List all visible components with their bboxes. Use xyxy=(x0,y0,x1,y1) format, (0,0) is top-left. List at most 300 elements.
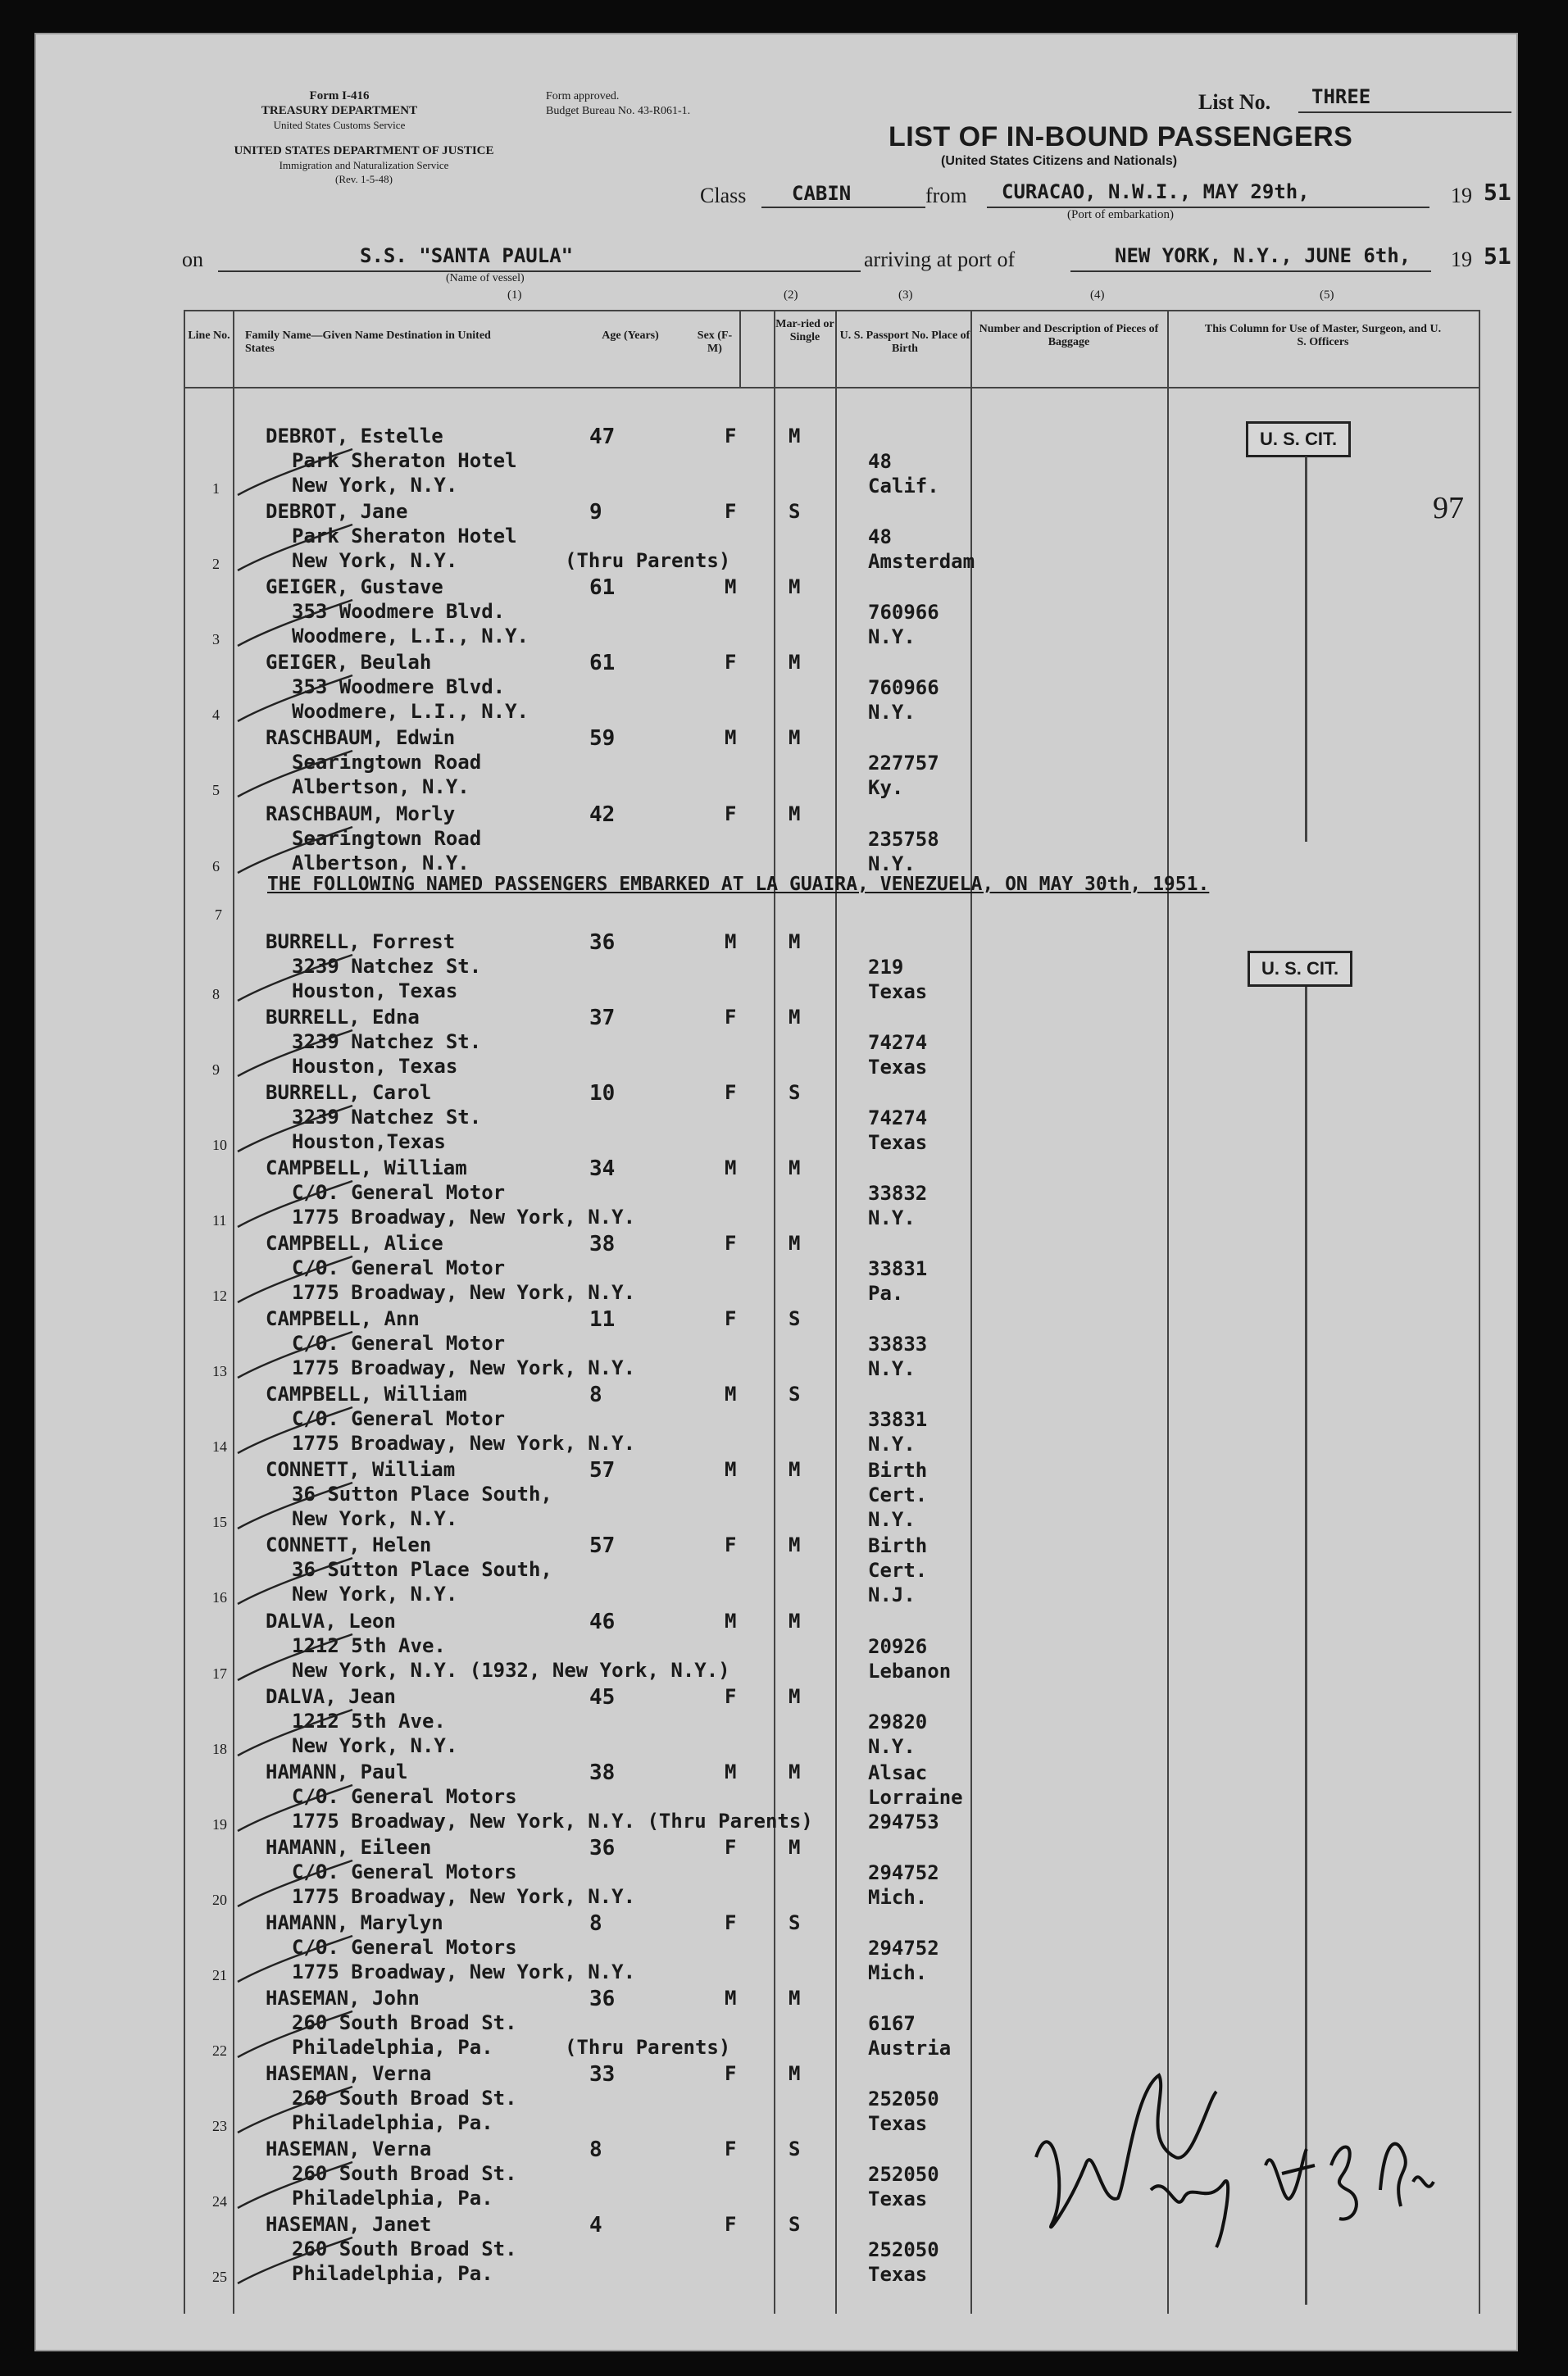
us-citizen-stamp: U. S. CIT. xyxy=(1246,421,1351,457)
form-number: Form I-416 xyxy=(309,89,370,102)
passport-number: 20926 xyxy=(868,1634,928,1658)
from-value: CURACAO, N.W.I., MAY 29th, xyxy=(1002,180,1310,203)
place-of-birth: Calif. xyxy=(868,475,939,497)
address-line-1: Park Sheraton Hotel xyxy=(292,525,517,548)
passenger-row xyxy=(36,930,1516,1006)
line-number: 1 xyxy=(212,480,220,497)
form-revision: (Rev. 1-5-48) xyxy=(335,173,393,185)
passenger-name: CAMPBELL, William xyxy=(266,1156,467,1179)
marital-status: M xyxy=(789,1533,801,1557)
passenger-row xyxy=(36,575,1516,651)
passenger-sex: F xyxy=(725,1307,737,1331)
marital-status: M xyxy=(789,1232,801,1255)
passenger-row xyxy=(36,802,1516,878)
marital-status: M xyxy=(789,1987,801,2010)
treasury-dept: TREASURY DEPARTMENT xyxy=(261,104,418,117)
list-no-value: THREE xyxy=(1311,85,1371,108)
passenger-age: 47 xyxy=(589,425,616,449)
line-number: 10 xyxy=(212,1136,227,1153)
checkmark-icon xyxy=(230,1176,361,1233)
marital-status: S xyxy=(789,1080,801,1104)
marital-status: M xyxy=(789,1458,801,1482)
address-line-1: 260 South Broad St. xyxy=(292,2162,517,2186)
passenger-age: 37 xyxy=(589,1005,616,1030)
passenger-sex: F xyxy=(725,1232,737,1255)
place-of-birth: Texas xyxy=(868,2112,928,2136)
line-number: 3 xyxy=(212,631,220,648)
address-line-1: 1212 5th Ave. xyxy=(292,1709,446,1733)
budget-bureau: Budget Bureau No. 43-R061-1. xyxy=(546,105,691,117)
passenger-sex: F xyxy=(725,425,737,447)
passenger-name: CONNETT, William xyxy=(266,1458,456,1482)
address-line-2: 1775 Broadway, New York, N.Y. xyxy=(292,1432,636,1456)
passenger-sex: M xyxy=(725,1609,737,1633)
from-year-prefix: 19 xyxy=(1451,184,1472,207)
passport-number: 760966 xyxy=(868,676,939,700)
place-of-birth: N.Y. xyxy=(868,1357,916,1381)
passenger-name: HAMANN, Paul xyxy=(266,1760,408,1783)
passenger-sex: F xyxy=(725,2137,737,2161)
passenger-name: HASEMAN, Verna xyxy=(266,2062,432,2086)
address-line-1: C/O. General Motor xyxy=(292,1332,506,1356)
passenger-sex: F xyxy=(725,2062,737,2086)
address-line-2: New York, N.Y. xyxy=(292,549,458,573)
col-header-baggage: Number and Description of Pieces of Baggage xyxy=(979,323,1159,348)
passenger-sex: M xyxy=(725,1987,737,2010)
place-of-birth: Austria xyxy=(868,2037,952,2060)
marital-status: S xyxy=(789,500,801,524)
address-line-2: Philadelphia, Pa. xyxy=(292,2111,493,2135)
passenger-age: 8 xyxy=(589,1383,602,1408)
passenger-name: RASCHBAUM, Morly xyxy=(266,802,456,825)
address-line-1: 1212 5th Ave. xyxy=(292,1633,446,1657)
line-number: 24 xyxy=(212,2193,227,2210)
place-of-birth: Texas xyxy=(868,2263,928,2287)
passenger-age: 36 xyxy=(589,1835,616,1860)
checkmark-icon xyxy=(230,2233,361,2290)
col-num-3: (3) xyxy=(898,288,913,302)
line-number: 17 xyxy=(212,1665,227,1682)
checkmark-icon xyxy=(230,670,361,728)
checkmark-icon xyxy=(230,1856,361,1913)
passport-number: 252050 xyxy=(868,2088,939,2111)
passenger-age: 42 xyxy=(589,802,616,827)
note-text: (Thru Parents) xyxy=(565,549,731,573)
place-of-birth: Texas xyxy=(868,979,928,1003)
passport-number: 48 xyxy=(868,450,892,473)
passenger-sex: M xyxy=(725,575,737,599)
passenger-name: HAMANN, Marylyn xyxy=(266,1910,443,1934)
page-number: 97 xyxy=(1433,491,1464,525)
line-number: 12 xyxy=(212,1288,227,1304)
address-line-2: New York, N.Y. xyxy=(292,1507,458,1531)
line-number: 11 xyxy=(212,1211,227,1229)
address-line-1: C/O. General Motors xyxy=(292,1784,517,1808)
passport-number: Birth Cert. xyxy=(868,1534,928,1583)
passenger-age: 46 xyxy=(589,1609,616,1634)
address-line-2: 1775 Broadway, New York, N.Y. xyxy=(292,1281,636,1304)
address-line-2: New York, N.Y. xyxy=(292,1583,458,1606)
marital-status: S xyxy=(789,2213,801,2237)
passenger-row xyxy=(36,425,1516,500)
passenger-age: 34 xyxy=(589,1156,616,1181)
passenger-sex: M xyxy=(725,929,737,953)
col-header-sex: Sex (F-M) xyxy=(697,329,733,355)
passenger-row xyxy=(36,1911,1516,1987)
address-line-1: 260 South Broad St. xyxy=(292,2237,517,2261)
col-header-passport: U. S. Passport No. Place of Birth xyxy=(839,329,970,355)
address-line-1: 36 Sutton Place South, xyxy=(292,1483,552,1506)
passenger-sex: M xyxy=(725,1760,737,1783)
passenger-sex: M xyxy=(725,1156,737,1179)
passenger-sex: F xyxy=(725,1533,737,1557)
checkmark-icon xyxy=(230,1402,361,1460)
address-line-2: 1775 Broadway, New York, N.Y. xyxy=(292,1356,636,1380)
address-line-1: C/O. General Motors xyxy=(292,1935,517,1959)
marital-status: S xyxy=(789,1910,801,1934)
passenger-sex: F xyxy=(725,1005,737,1029)
col-header-officers: This Column for Use of Master, Surgeon, and U. S. Officers xyxy=(1204,323,1442,348)
col-header-line-no: Line No. xyxy=(188,329,230,342)
passport-number: 252050 xyxy=(868,2238,939,2262)
address-line-2: Houston, Texas xyxy=(292,1054,458,1078)
passport-number: 294752 xyxy=(868,1860,939,1884)
checkmark-icon xyxy=(230,1478,361,1535)
passenger-name: BURRELL, Carol xyxy=(266,1080,432,1104)
place-of-birth: N.Y. xyxy=(868,1734,916,1758)
passenger-name: DEBROT, Jane xyxy=(266,500,408,524)
checkmark-icon xyxy=(230,1629,361,1687)
page-title: LIST OF IN-BOUND PASSENGERS xyxy=(889,121,1353,152)
address-line-2: Houston, Texas xyxy=(292,979,458,1002)
address-line-1: C/O. General Motor xyxy=(292,1256,506,1279)
passport-number: 252050 xyxy=(868,2163,939,2187)
col-num-5: (5) xyxy=(1320,288,1334,302)
vessel-caption: (Name of vessel) xyxy=(446,272,525,284)
marital-status: M xyxy=(789,1609,801,1633)
address-line-2: 1775 Broadway, New York, N.Y. xyxy=(292,1205,636,1229)
passenger-sex: F xyxy=(725,1910,737,1934)
passport-number: 33831 xyxy=(868,1408,928,1432)
justice-dept: UNITED STATES DEPARTMENT OF JUSTICE xyxy=(234,144,494,157)
passport-number: 760966 xyxy=(868,601,939,625)
passport-number: 219 xyxy=(868,955,904,979)
passenger-age: 11 xyxy=(589,1307,616,1333)
passenger-sex: F xyxy=(725,651,737,675)
checkmark-icon xyxy=(230,1101,361,1158)
passenger-sex: F xyxy=(725,500,737,524)
passenger-age: 8 xyxy=(589,2137,602,2163)
place-of-birth: Pa. xyxy=(868,1282,904,1305)
place-of-birth: Amsterdam xyxy=(868,550,975,574)
col-header-age: Age (Years) xyxy=(602,329,659,342)
arrival-year-prefix: 19 xyxy=(1451,248,1472,271)
address-line-1: Park Sheraton Hotel xyxy=(292,449,517,472)
col-header-name: Family Name—Given Name Destination in United States xyxy=(245,329,491,355)
passenger-sex: F xyxy=(725,1835,737,1859)
passenger-row xyxy=(36,1307,1516,1383)
place-of-birth: Lebanon xyxy=(868,1659,952,1683)
passport-number: 74274 xyxy=(868,1030,928,1054)
checkmark-icon xyxy=(230,595,361,652)
marital-status: M xyxy=(789,1156,801,1179)
form-approved: Form approved. xyxy=(546,90,620,102)
passenger-name: GEIGER, Beulah xyxy=(266,651,432,675)
passenger-name: HASEMAN, John xyxy=(266,1987,420,2010)
arriving-label: arriving at port of xyxy=(864,248,1016,271)
address-line-1: 353 Woodmere Blvd. xyxy=(292,600,506,624)
signature-icon xyxy=(1020,2042,1446,2272)
marital-status: M xyxy=(789,651,801,675)
address-line-1: Searingtown Road xyxy=(292,826,482,850)
line-number: 23 xyxy=(212,2118,227,2135)
embarkation-note: THE FOLLOWING NAMED PASSENGERS EMBARKED AT LA GUAIRA, VENEZUELA, ON MAY 30th, 1951. xyxy=(267,874,1210,895)
checkmark-icon xyxy=(230,444,361,502)
passenger-row xyxy=(36,1156,1516,1232)
port-embark-caption: (Port of embarkation) xyxy=(1067,208,1174,221)
checkmark-icon xyxy=(230,1252,361,1309)
address-line-2: 1775 Broadway, New York, N.Y. (Thru Parents) xyxy=(292,1809,813,1833)
place-of-birth: Texas xyxy=(868,2187,928,2211)
checkmark-icon xyxy=(230,520,361,577)
address-line-1: C/O. General Motor xyxy=(292,1180,506,1204)
passenger-age: 57 xyxy=(589,1458,616,1483)
line-number: 16 xyxy=(212,1589,227,1606)
line-number: 4 xyxy=(212,706,220,724)
passenger-name: RASCHBAUM, Edwin xyxy=(266,726,456,750)
marital-status: M xyxy=(789,2062,801,2086)
passenger-name: CONNETT, Helen xyxy=(266,1533,432,1557)
line-number: 19 xyxy=(212,1815,227,1833)
place-of-birth: N.Y. xyxy=(868,1206,916,1229)
passenger-row xyxy=(36,1383,1516,1458)
line-number: 20 xyxy=(212,1891,227,1908)
passport-number: 29820 xyxy=(868,1710,928,1733)
class-label: Class xyxy=(700,184,747,207)
passport-number: 74274 xyxy=(868,1106,928,1129)
us-citizen-stamp: U. S. CIT. xyxy=(1248,951,1352,987)
checkmark-icon xyxy=(230,1780,361,1838)
passenger-name: BURRELL, Edna xyxy=(266,1005,420,1029)
list-no-label: List No. xyxy=(1198,90,1271,114)
passenger-name: DEBROT, Estelle xyxy=(266,425,443,447)
marital-status: M xyxy=(789,802,801,825)
passenger-name: GEIGER, Gustave xyxy=(266,575,443,599)
passenger-row xyxy=(36,1685,1516,1760)
checkmark-icon xyxy=(230,746,361,803)
address-line-1: Searingtown Road xyxy=(292,751,482,775)
address-line-2: 1775 Broadway, New York, N.Y. xyxy=(292,1960,636,1983)
place-of-birth: 294753 xyxy=(868,1810,939,1833)
address-line-2: New York, N.Y. (1932, New York, N.Y.) xyxy=(292,1658,730,1682)
customs-service: United States Customs Service xyxy=(273,119,406,131)
place-of-birth: Texas xyxy=(868,1130,928,1154)
passenger-age: 36 xyxy=(589,1987,616,2011)
marital-status: M xyxy=(789,425,801,447)
checkmark-icon xyxy=(230,2006,361,2064)
checkmark-icon xyxy=(230,1025,361,1083)
passenger-row xyxy=(36,1533,1516,1609)
address-line-1: 36 Sutton Place South, xyxy=(292,1558,552,1582)
passenger-age: 59 xyxy=(589,726,616,752)
checkmark-icon xyxy=(230,822,361,879)
place-of-birth: N.J. xyxy=(868,1583,916,1607)
passenger-sex: M xyxy=(725,1458,737,1482)
marital-status: M xyxy=(789,929,801,953)
line-number: 18 xyxy=(212,1740,227,1757)
col-num-4: (4) xyxy=(1090,288,1105,302)
passport-number: Alsac Lorraine xyxy=(868,1760,963,1809)
checkmark-icon xyxy=(230,1931,361,1988)
passenger-sex: F xyxy=(725,1080,737,1104)
address-line-2: Philadelphia, Pa. xyxy=(292,2187,493,2210)
class-value: CABIN xyxy=(792,182,852,205)
address-line-1: 3239 Natchez St. xyxy=(292,1105,482,1129)
line-number: 9 xyxy=(212,1061,220,1078)
place-of-birth: N.Y. xyxy=(868,1508,916,1532)
passenger-row xyxy=(36,500,1516,575)
place-of-birth: Texas xyxy=(868,1055,928,1079)
passenger-age: 61 xyxy=(589,651,616,676)
passenger-row xyxy=(36,1081,1516,1156)
place-of-birth: N.Y. xyxy=(868,852,916,875)
place-of-birth: Mich. xyxy=(868,1885,928,1909)
passport-number: Birth Cert. xyxy=(868,1459,928,1507)
passport-number: 33833 xyxy=(868,1333,928,1356)
arrival-year: 51 xyxy=(1484,243,1511,270)
passport-number: 48 xyxy=(868,525,892,549)
passport-number: 227757 xyxy=(868,752,939,775)
address-line-1: C/O. General Motor xyxy=(292,1407,506,1431)
marital-status: S xyxy=(789,1383,801,1406)
place-of-birth: N.Y. xyxy=(868,625,916,649)
passenger-age: 4 xyxy=(589,2213,602,2238)
place-of-birth: Mich. xyxy=(868,1960,928,1984)
address-line-2: New York, N.Y. xyxy=(292,1733,458,1757)
line-number: 22 xyxy=(212,2042,227,2059)
passenger-age: 45 xyxy=(589,1684,616,1710)
passenger-name: CAMPBELL, Alice xyxy=(266,1232,443,1255)
passenger-sex: F xyxy=(725,2213,737,2237)
address-line-2: Albertson, N.Y. xyxy=(292,775,470,799)
passenger-row xyxy=(36,1610,1516,1685)
from-label: from xyxy=(925,184,967,207)
passenger-age: 10 xyxy=(589,1080,616,1106)
address-line-2: Philadelphia, Pa. xyxy=(292,2262,493,2286)
passenger-sex: M xyxy=(725,1383,737,1406)
passenger-name: DALVA, Jean xyxy=(266,1684,396,1708)
address-line-2: Albertson, N.Y. xyxy=(292,851,470,875)
passenger-age: 9 xyxy=(589,500,602,525)
col-num-1: (1) xyxy=(507,288,522,302)
marital-status: S xyxy=(789,1307,801,1331)
ins-service: Immigration and Naturalization Service xyxy=(279,159,449,171)
manifest-page xyxy=(34,33,1518,2351)
passenger-row xyxy=(36,651,1516,726)
passenger-sex: M xyxy=(725,726,737,750)
place-of-birth: Ky. xyxy=(868,776,904,800)
address-line-2: New York, N.Y. xyxy=(292,474,458,497)
place-of-birth: N.Y. xyxy=(868,701,916,725)
passport-number: 6167 xyxy=(868,2012,916,2035)
line-number: 7 xyxy=(215,906,222,923)
passenger-age: 61 xyxy=(589,575,616,601)
checkmark-icon xyxy=(230,2157,361,2215)
passenger-row xyxy=(36,726,1516,802)
passenger-name: HASEMAN, Verna xyxy=(266,2137,432,2161)
marital-status: M xyxy=(789,1760,801,1783)
address-line-1: C/O. General Motors xyxy=(292,1860,517,1883)
line-number: 21 xyxy=(212,1966,227,1983)
passenger-age: 8 xyxy=(589,1910,602,1936)
passenger-age: 33 xyxy=(589,2062,616,2088)
passenger-age: 57 xyxy=(589,1533,616,1559)
address-line-2: 1775 Broadway, New York, N.Y. xyxy=(292,1884,636,1908)
from-year: 51 xyxy=(1484,179,1511,206)
line-number: 13 xyxy=(212,1363,227,1380)
passenger-name: CAMPBELL, William xyxy=(266,1383,467,1406)
passenger-age: 38 xyxy=(589,1232,616,1256)
address-line-1: 260 South Broad St. xyxy=(292,2087,517,2110)
passenger-age: 36 xyxy=(589,929,616,955)
on-label: on xyxy=(182,248,203,271)
passport-number: 33832 xyxy=(868,1181,928,1205)
address-line-1: 260 South Broad St. xyxy=(292,2011,517,2034)
passenger-row xyxy=(36,1760,1516,1836)
marital-status: M xyxy=(789,1835,801,1859)
page-subtitle: (United States Citizens and Nationals) xyxy=(941,154,1178,168)
passenger-row xyxy=(36,1458,1516,1533)
vessel-name: S.S. "SANTA PAULA" xyxy=(360,244,574,267)
col-num-2: (2) xyxy=(784,288,798,302)
passenger-name: HAMANN, Eileen xyxy=(266,1835,432,1859)
marital-status: S xyxy=(789,2137,801,2161)
checkmark-icon xyxy=(230,1705,361,1762)
passport-number: 294752 xyxy=(868,1936,939,1960)
address-line-1: 3239 Natchez St. xyxy=(292,1029,482,1053)
address-line-1: 353 Woodmere Blvd. xyxy=(292,675,506,699)
checkmark-icon xyxy=(230,2082,361,2139)
line-number: 8 xyxy=(212,985,220,1002)
line-number: 14 xyxy=(212,1438,227,1456)
place-of-birth: N.Y. xyxy=(868,1433,916,1456)
passenger-name: BURRELL, Forrest xyxy=(266,929,456,953)
note-text: (Thru Parents) xyxy=(565,2036,731,2059)
line-number: 5 xyxy=(212,782,220,799)
checkmark-icon xyxy=(230,950,361,1007)
arrival-port: NEW YORK, N.Y., JUNE 6th, xyxy=(1115,244,1411,267)
col-header-married: Mar-ried or Single xyxy=(775,318,834,343)
marital-status: M xyxy=(789,575,801,599)
passport-number: 235758 xyxy=(868,827,939,851)
passport-number: 33831 xyxy=(868,1257,928,1280)
passenger-age: 38 xyxy=(589,1760,616,1785)
passenger-name: HASEMAN, Janet xyxy=(266,2213,432,2237)
marital-status: M xyxy=(789,726,801,750)
line-number: 15 xyxy=(212,1514,227,1531)
passenger-row xyxy=(36,1232,1516,1307)
passenger-sex: F xyxy=(725,1684,737,1708)
checkmark-icon xyxy=(230,1553,361,1611)
passenger-row xyxy=(36,1836,1516,1911)
line-number: 6 xyxy=(212,857,220,875)
address-line-2: Philadelphia, Pa. xyxy=(292,2036,493,2059)
checkmark-icon xyxy=(230,1327,361,1384)
passenger-row xyxy=(36,1006,1516,1081)
passenger-name: DALVA, Leon xyxy=(266,1609,396,1633)
address-line-2: Woodmere, L.I., N.Y. xyxy=(292,700,529,724)
marital-status: M xyxy=(789,1005,801,1029)
